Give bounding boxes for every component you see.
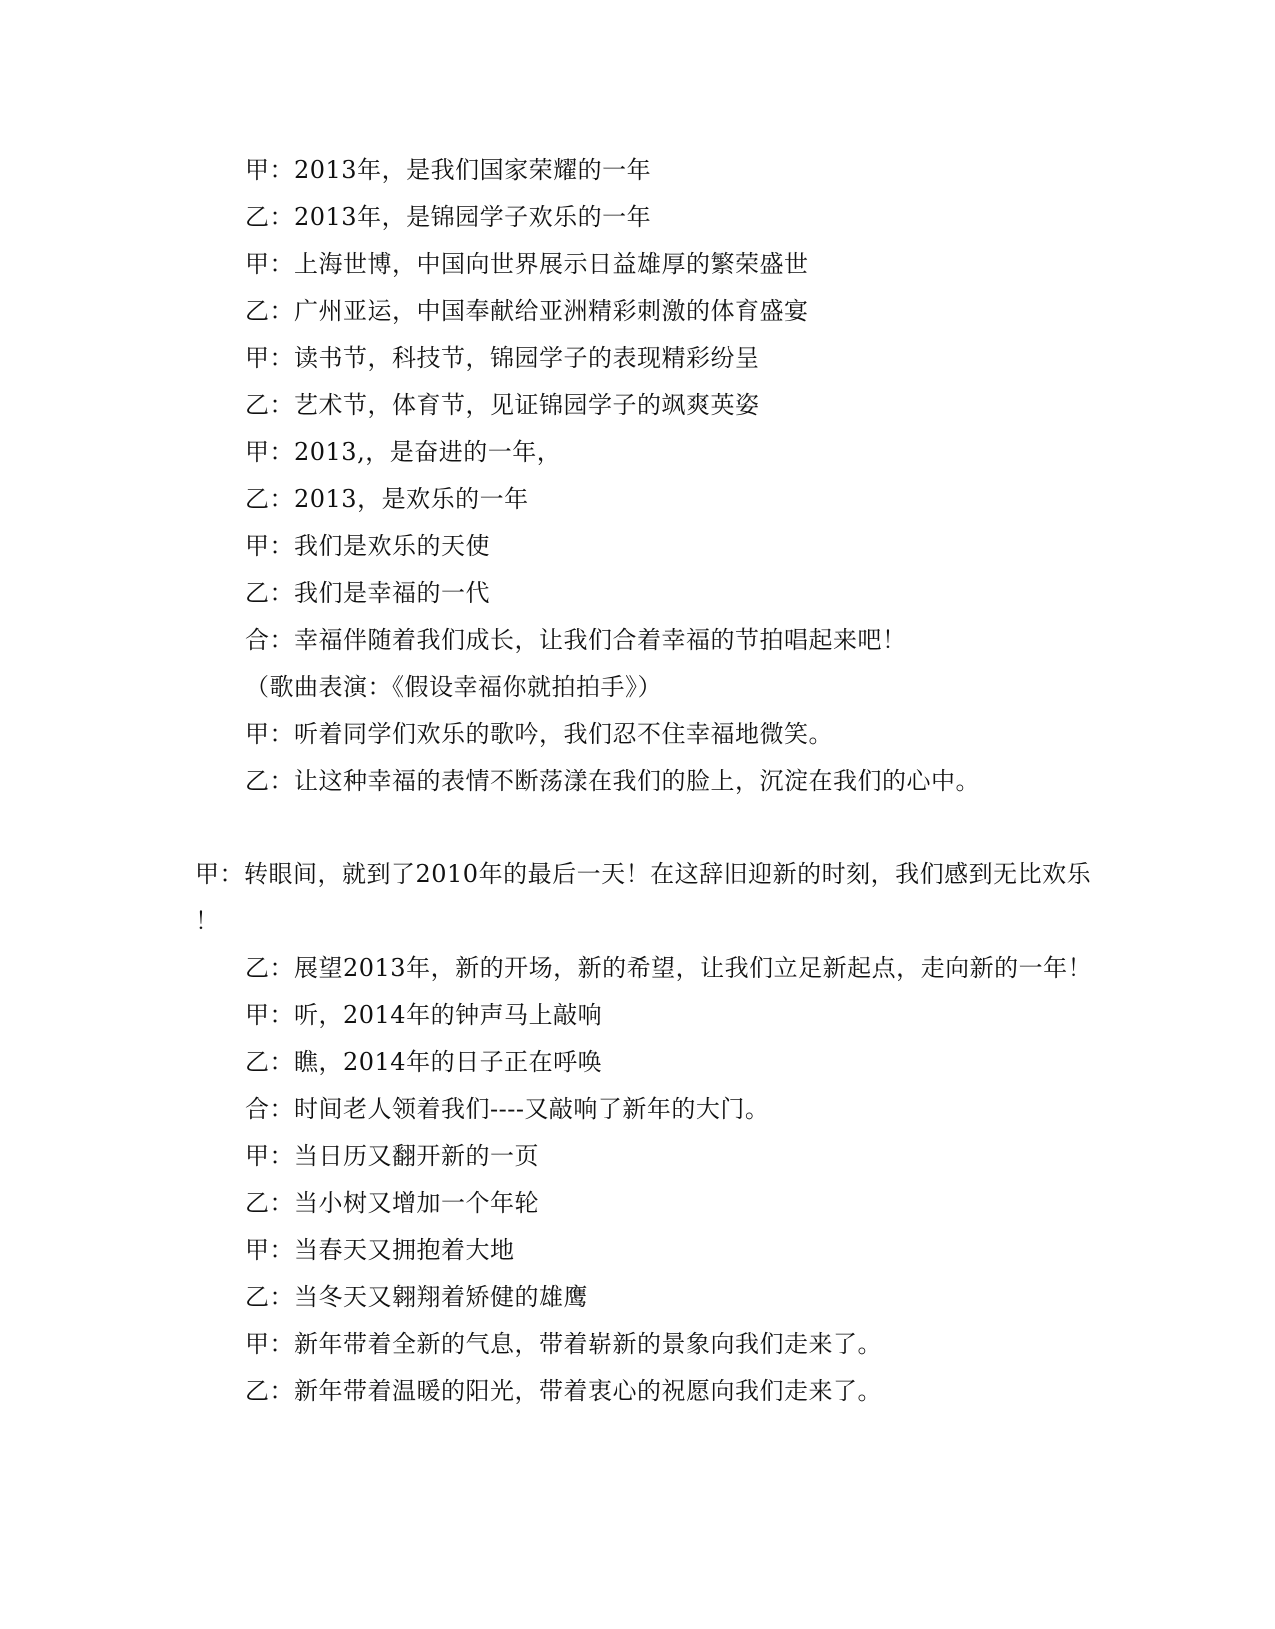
script-line-continuation: ！ [195,907,220,935]
script-line: 甲：2013年，是我们国家荣耀的一年 [245,156,652,184]
script-line: 甲：当春天又拥抱着大地 [245,1236,515,1264]
stage-direction: （歌曲表演：《假设幸福你就拍拍手》） [245,673,662,701]
script-line: 甲：听着同学们欢乐的歌吟，我们忍不住幸福地微笑。 [245,720,833,748]
script-line: 合：幸福伴随着我们成长，让我们合着幸福的节拍唱起来吧！ [245,626,907,654]
script-line: 甲：上海世博，中国向世界展示日益雄厚的繁荣盛世 [245,250,809,278]
script-line: 乙：当小树又增加一个年轮 [245,1189,539,1217]
script-line: 乙：让这种幸福的表情不断荡漾在我们的脸上，沉淀在我们的心中。 [245,767,980,795]
script-line: 乙：瞧，2014年的日子正在呼唤 [245,1048,603,1076]
script-line: 甲：2013,，是奋进的一年， [245,438,562,466]
script-line: 乙：2013，是欢乐的一年 [245,485,529,513]
script-line: 甲：当日历又翻开新的一页 [245,1142,539,1170]
script-line: 甲：新年带着全新的气息，带着崭新的景象向我们走来了。 [245,1330,882,1358]
script-line: 甲：转眼间，就到了2010年的最后一天！在这辞旧迎新的时刻，我们感到无比欢乐 [195,860,1092,888]
script-line: 甲：我们是欢乐的天使 [245,532,490,560]
script-line: 甲：听，2014年的钟声马上敲响 [245,1001,603,1029]
script-line: 乙：2013年，是锦园学子欢乐的一年 [245,203,652,231]
script-line: 乙：展望2013年，新的开场，新的希望，让我们立足新起点，走向新的一年！ [245,954,1093,982]
script-line: 乙：新年带着温暖的阳光，带着衷心的祝愿向我们走来了。 [245,1377,882,1405]
script-line: 合：时间老人领着我们----又敲响了新年的大门。 [245,1095,770,1123]
script-line: 乙：我们是幸福的一代 [245,579,490,607]
script-line: 乙：艺术节，体育节，见证锦园学子的飒爽英姿 [245,391,760,419]
script-line: 乙：当冬天又翱翔着矫健的雄鹰 [245,1283,588,1311]
script-line: 甲：读书节，科技节，锦园学子的表现精彩纷呈 [245,344,760,372]
script-line: 乙：广州亚运，中国奉献给亚洲精彩刺激的体育盛宴 [245,297,809,325]
